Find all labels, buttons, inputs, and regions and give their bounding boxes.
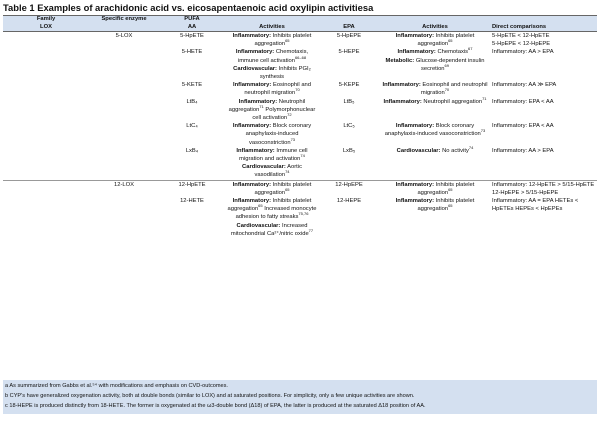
reference: 72 [287, 112, 292, 118]
table-body [3, 32, 597, 239]
table-title: Table 1 Examples of arachidonic acid vs. eicosapentaenoic acid oxylipin activitiesa [3, 2, 374, 13]
comparison-line: Inflammatory: EPA < AA [492, 98, 554, 105]
table-row [3, 147, 597, 180]
activity-entry [226, 163, 318, 179]
comparison-line: 5-HpETE < 12-HpETE [492, 33, 550, 39]
aa-activities [225, 147, 319, 180]
header-activities-epa: Activities [379, 24, 491, 32]
comparison-line: 5-HpEPE < 12-HpEPE [492, 41, 551, 48]
activity-text: Neutrophil aggregation [421, 98, 483, 105]
footnote-b: b CYP's have generalized oxygenation activity, both at double bonds (similar to LOX) and at saturated positions. For simplicity, only a few unique activities are shown. [5, 393, 415, 399]
header-pufa: PUFA [159, 16, 225, 24]
activity-text: Block coronary anaphylaxis-induced vasoconstriction [245, 123, 312, 146]
footnotes [3, 380, 597, 414]
direct-comparison [491, 48, 597, 81]
epa-activities [379, 81, 491, 97]
header-direct-comparisons: Direct comparisons [491, 24, 597, 32]
header-activities-aa: Activities [225, 24, 319, 32]
activity-text: Eosinophil and neutrophil migration [420, 82, 488, 97]
epa-oxylipin: 5-HEPE [338, 49, 360, 56]
reference: 65 [448, 186, 453, 192]
header-specific-enzyme: Specific enzyme [89, 16, 159, 24]
aa-activities [225, 122, 319, 147]
activity-label: Inflammatory: [232, 198, 272, 205]
epa-oxylipin: 5-KEPE [338, 82, 360, 89]
activity-text: Inhibits platelet aggregation [227, 198, 312, 213]
activity-label: Inflammatory: [395, 181, 435, 188]
header-aa: AA [159, 24, 225, 32]
reference: 74 [468, 144, 474, 150]
reference: 65 [448, 38, 453, 44]
activity-label: Inflammatory: [395, 198, 435, 205]
activity-label: Inflammatory: [236, 147, 275, 154]
activity-label: Inflammatory: [395, 33, 435, 39]
direct-comparison [491, 32, 597, 49]
activity-label: Inflammatory: [232, 33, 272, 39]
direct-comparison [491, 147, 597, 180]
aa-activities [225, 81, 319, 97]
comparison-line: Inflammatory: AA > EPA [492, 147, 554, 154]
direct-comparison [491, 98, 597, 123]
activity-label: Metabolic: [385, 57, 415, 64]
epa-oxylipin: LtB₅ [343, 98, 355, 105]
reference: 71 [482, 95, 487, 101]
epa-oxylipin: LxB₅ [342, 147, 356, 154]
table-row [3, 180, 597, 197]
aa-activities [225, 197, 319, 238]
activity-label: Cardiovascular: [233, 65, 277, 72]
epa-oxylipin: 12-HEPE [336, 198, 362, 205]
direct-comparison [491, 180, 597, 197]
reference: 73 [480, 128, 486, 134]
activity-text: Chemotaxis [435, 49, 469, 56]
activity-text: Inhibits platelet aggregation [417, 33, 475, 48]
activity-entry [226, 98, 318, 123]
activity-text: Increased monocyte adhesion to fatty streaks [235, 206, 317, 221]
activity-label: Inflammatory: [232, 181, 272, 188]
activity-entry [226, 222, 318, 238]
activity-entry [226, 147, 318, 163]
activity-text: Polymorphonuclear cell activation [252, 106, 316, 122]
activity-entry [380, 32, 490, 48]
table-row [3, 197, 597, 238]
enzyme-cell [89, 48, 159, 81]
header-row-2 [3, 24, 597, 32]
epa-activities [379, 48, 491, 81]
activity-text: No activity [440, 147, 469, 154]
enzyme-cell: 5-LOX [115, 33, 133, 39]
enzyme-cell [89, 197, 159, 238]
activity-entry [380, 144, 490, 155]
activity-label: Inflammatory: [235, 49, 275, 56]
aa-oxylipin: LxB₄ [185, 147, 199, 154]
aa-oxylipin: 12-HETE [180, 198, 204, 205]
reference: 65 [258, 203, 263, 209]
epa-activities [379, 32, 491, 52]
activity-text: Inhibits platelet aggregation [417, 181, 475, 196]
activity-text: Glucose-dependent insulin secretion [414, 57, 485, 72]
activity-label: Cardiovascular: [396, 147, 441, 154]
reference: 66–68 [294, 54, 307, 60]
activity-entry [380, 197, 490, 213]
reference: 71 [259, 103, 264, 109]
epa-oxylipin: LtC₅ [343, 123, 355, 130]
reference: 70 [444, 87, 450, 93]
activity-entry [226, 65, 318, 81]
table-row [3, 98, 597, 123]
footnote-c: c 18-HEPE is produced distinctly from 18-HETE. The former is oxygenated at the ω3-double bond (Δ18) of EPA, the latter is produced at the saturated Δ18 position of AA. [5, 403, 426, 409]
aa-activities [225, 32, 319, 49]
activity-label: Inflammatory: [382, 82, 421, 89]
epa-activities [379, 197, 491, 238]
activity-label: Inflammatory: [395, 123, 435, 130]
enzyme-cell [89, 122, 159, 147]
oxylipin-table [3, 15, 597, 238]
activity-text: Aortic vasodilation [254, 164, 302, 179]
comparison-line: Inflammatory: 12-HpETE > 5/15-HpETE 12-HpEPE > 5/15-HpEPE [492, 181, 595, 196]
aa-activities [225, 98, 319, 123]
reference: 67 [468, 46, 473, 52]
comparison-line: Inflammatory: AA = EPA HETEs < HpETEs HEPEs < HpEPEs [492, 198, 579, 213]
reference: 65 [448, 203, 453, 209]
reference: 65 [285, 38, 290, 44]
activity-label: Inflammatory: [383, 98, 422, 105]
reference: 73 [290, 136, 296, 142]
activity-entry [226, 32, 318, 48]
aa-oxylipin: LtB₄ [186, 98, 198, 105]
reference: 75,76 [298, 211, 309, 217]
reference: 70 [295, 87, 300, 93]
activity-text: Neutrophil aggregation [228, 98, 306, 113]
activity-entry [380, 81, 490, 97]
table-row [3, 48, 597, 81]
activity-label: Inflammatory: [397, 49, 436, 56]
epa-oxylipin: 5-HpEPE [336, 33, 362, 39]
reference: 74 [285, 169, 290, 175]
reference: 69 [444, 62, 449, 68]
activity-text: Eosinophil and neutrophil migration [244, 82, 311, 97]
table-row [3, 32, 597, 49]
aa-oxylipin: 5-HETE [181, 49, 203, 56]
enzyme-cell [89, 98, 159, 123]
activity-text: Immune cell migration and activation [239, 147, 308, 163]
activity-entry [380, 48, 490, 56]
activity-entry [226, 181, 318, 197]
epa-activities [379, 180, 491, 197]
activity-entry [380, 57, 490, 73]
activity-entry [226, 81, 318, 97]
activity-text: Inhibits platelet aggregation [417, 198, 475, 213]
activity-label: Inflammatory: [238, 98, 278, 105]
activity-entry [380, 122, 490, 138]
direct-comparison [491, 197, 597, 238]
epa-activities [379, 122, 491, 147]
header-epa: EPA [319, 24, 379, 32]
activity-label: Cardiovascular: [242, 164, 286, 171]
reference: 77 [308, 227, 314, 233]
reference: 65 [285, 186, 290, 192]
enzyme-cell [89, 81, 159, 97]
activity-text: Chemotaxis, immune cell activation [237, 49, 309, 64]
enzyme-cell [89, 147, 159, 180]
activity-entry [380, 181, 490, 197]
activity-label: Cardiovascular: [236, 222, 281, 229]
activity-text: Block coronary anaphylaxis-induced vasoconstriction [384, 123, 481, 138]
aa-oxylipin: 5-KETE [181, 82, 203, 89]
direct-comparison [491, 81, 597, 97]
activity-text: Increased mitochondrial Ca²⁺/nitric oxide [230, 222, 309, 237]
header-lox: LOX [3, 24, 89, 32]
epa-oxylipin: 12-HpEPE [319, 180, 379, 197]
comparison-line: Inflammatory: AA > EPA [492, 49, 554, 56]
header-row-1 [3, 16, 597, 24]
aa-oxylipin: 5-HpETE [180, 33, 204, 39]
reference: 74 [300, 153, 305, 159]
aa-oxylipin: LtC₄ [186, 123, 198, 130]
comparison-line: Inflammatory: EPA < AA [492, 123, 554, 130]
direct-comparison [491, 122, 597, 147]
aa-activities [225, 48, 319, 81]
activity-text: Inhibits platelet aggregation [254, 33, 312, 48]
aa-activities [225, 180, 319, 197]
table-row [3, 81, 597, 97]
activity-text: Inhibits PGI₂ synthesis [259, 65, 311, 81]
footnote-a: a As summarized from Gabbs et al.⁵⁴ with modifications and emphasis on CVD-outcomes. [5, 383, 228, 389]
epa-activities [379, 95, 491, 123]
activity-entry [226, 197, 318, 222]
epa-activities [379, 144, 491, 180]
table-row [3, 122, 597, 147]
enzyme-cell: 12-LOX [89, 180, 159, 197]
comparison-line: Inflammatory: AA ≫ EPA [492, 82, 557, 89]
activity-text: Inhibits platelet aggregation [254, 181, 312, 196]
aa-oxylipin: 12-HpETE [159, 180, 225, 197]
activity-entry [226, 122, 318, 147]
header-family: Family [3, 16, 89, 24]
activity-entry [226, 48, 318, 64]
activity-label: Inflammatory: [232, 123, 272, 130]
activity-entry [380, 95, 490, 106]
activity-label: Inflammatory: [233, 82, 272, 89]
